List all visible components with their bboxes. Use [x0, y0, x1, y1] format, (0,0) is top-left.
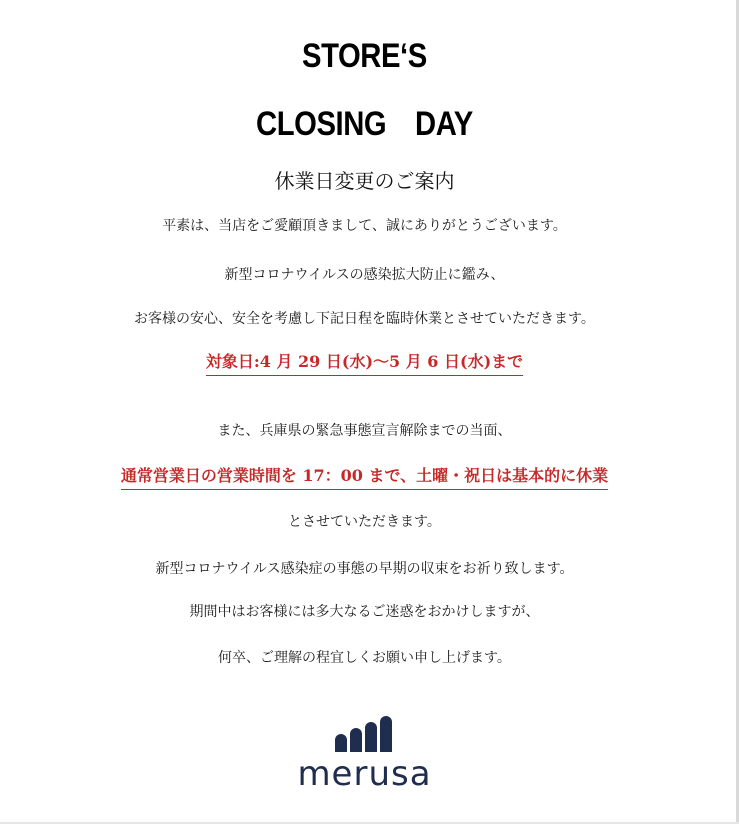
logo-bars-icon [335, 716, 395, 752]
closure-announcement-text: お客様の安心、安全を考慮し下記日程を臨時休業とさせていただきます。 [134, 311, 595, 327]
wishes-text: 新型コロナウイルス感染症の事態の早期の収束をお祈り致します。 [155, 561, 574, 577]
heading-line-1: STORE‘S [302, 37, 427, 75]
apology-text: 期間中はお客様には多大なるご迷惑をおかけしますが、 [189, 604, 540, 620]
closing-request-text: 何卒、ご理解の程宜しくお願い申し上げます。 [218, 650, 511, 666]
target-dates-text: 対象日:4 月 29 日(水)～5 月 6 日(水)まで [206, 351, 523, 376]
logo-wordmark: merusa [297, 754, 432, 794]
business-hours-highlight [0, 465, 729, 490]
notice-subtitle: 休業日変更のご案内 [274, 169, 455, 193]
heading-line-2: CLOSING DAY [256, 105, 473, 143]
business-hours-text: 通常営業日の営業時間を 17：00 まで、土曜・祝日は基本的に休業 [121, 465, 608, 490]
reason-text: 新型コロナウイルスの感染拡大防止に鑑み、 [224, 267, 505, 283]
merusa-logo [0, 716, 729, 796]
emergency-notice-text: また、兵庫県の緊急事態宣言解除までの当面、 [217, 423, 512, 439]
greeting-text: 平素は、当店をご愛顧頂きまして、誠にありがとうございます。 [162, 218, 567, 234]
continuation-text: とさせていただきます。 [288, 514, 441, 530]
target-dates-highlight [0, 351, 729, 376]
